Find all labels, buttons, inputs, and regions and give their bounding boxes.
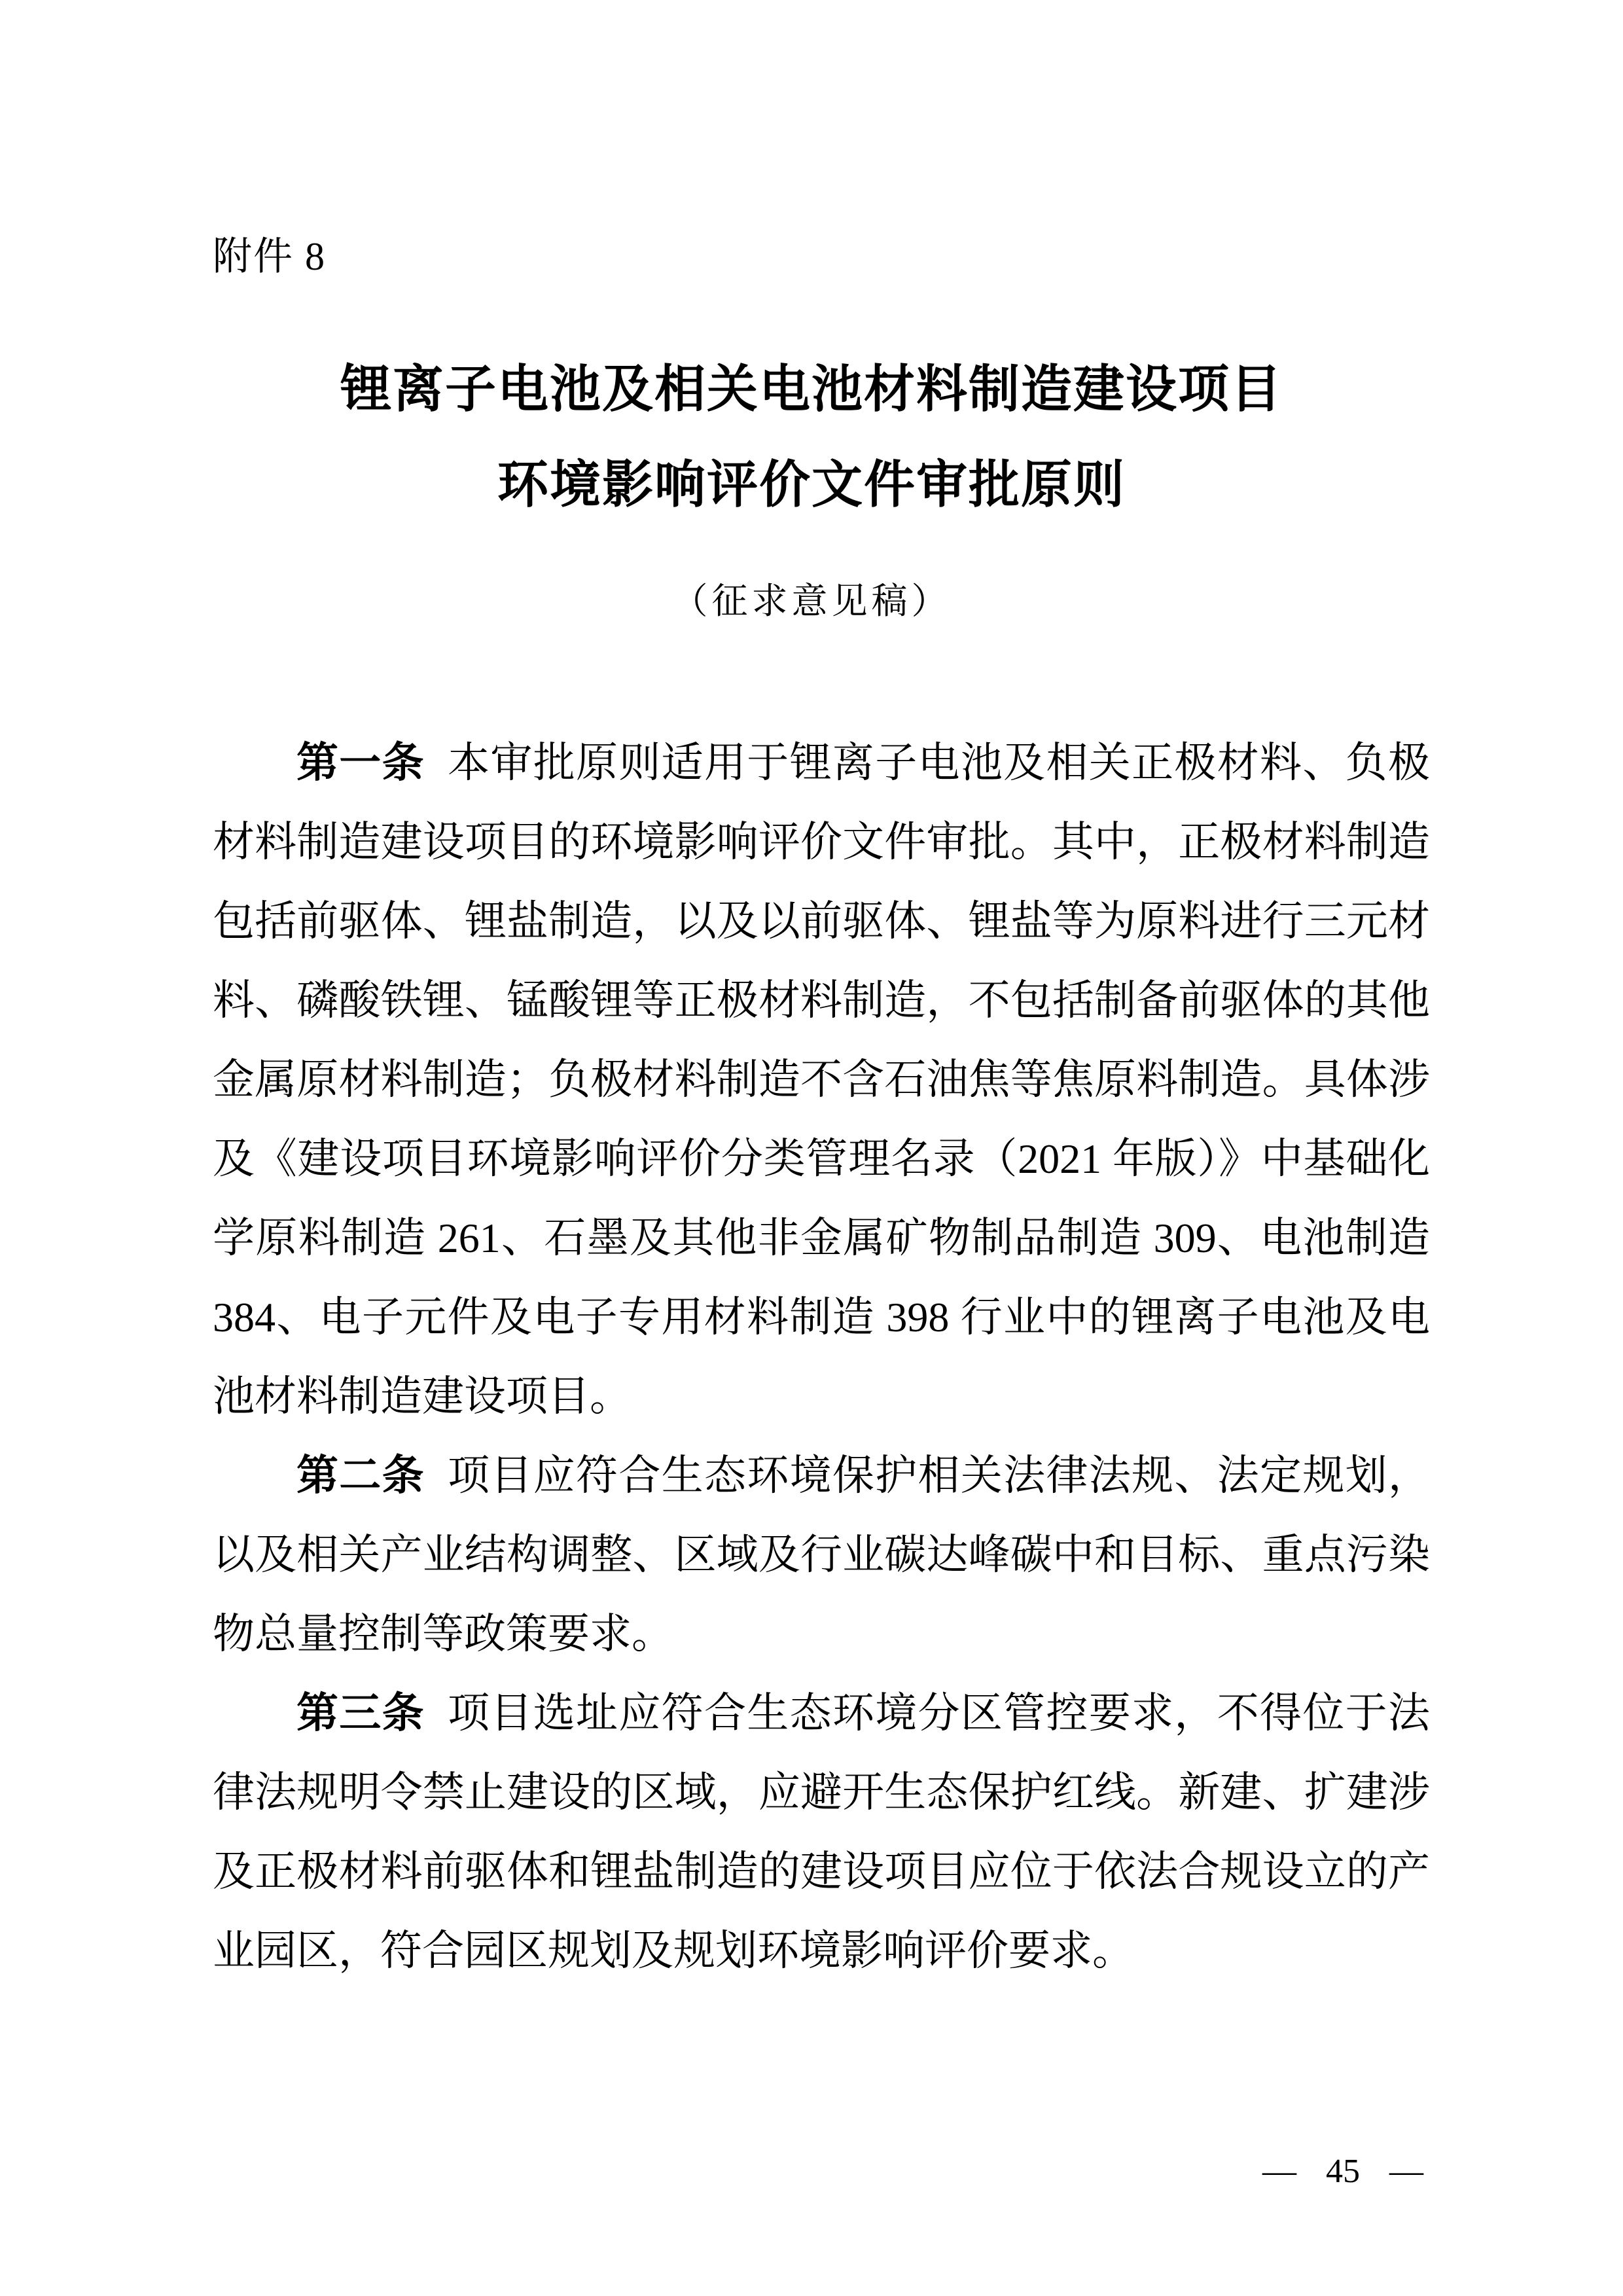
article-paragraph — [213, 723, 1430, 1436]
article-text: 项目选址应符合生态环境分区管控要求，不得位于法律法规明令禁止建设的区域，应避开生态保护红线。新建、扩建涉及正极材料前驱体和锂盐制造的建设项目应位于依法合规设立的产业园区，符合园区规划及规划环境影响评价要求。 — [213, 1690, 1430, 1974]
article-text: 本审批原则适用于锂离子电池及相关正极材料、负极材料制造建设项目的环境影响评价文件审批。其中，正极材料制造包括前驱体、锂盐制造，以及以前驱体、锂盐等为原料进行三元材料、磷酸铁锂、锰酸锂等正极材料制造，不包括制备前驱体的其他金属原材料制造；负极材料制造不含石油焦等焦原料制造。具体涉及《建设项目环境影响评价分类管理名录（2021 年版）》中基础化学原料制造 261、石墨及其他非金属矿物制品制造 309、电池制造 384、电子元件及电子专用材料制造 398 行业中的锂离子电池及电池材料制造建设项目。 — [213, 740, 1430, 1420]
article-number-label: 第一条 — [296, 739, 425, 786]
article-paragraph — [213, 1436, 1430, 1674]
article-number-label: 第三条 — [296, 1689, 425, 1736]
article-text: 项目应符合生态环境保护相关法律法规、法定规划，以及相关产业结构调整、区域及行业碳达峰碳中和目标、重点污染物总量控制等政策要求。 — [213, 1452, 1430, 1657]
document-body — [213, 723, 1430, 1990]
page-footer — [1262, 2152, 1423, 2191]
page-number: 45 — [1326, 2153, 1360, 2190]
article-number-label: 第二条 — [296, 1452, 425, 1499]
document-title-line2: 环境影响评价文件审批原则 — [497, 456, 1126, 513]
footer-left-dash: — — [1262, 2153, 1296, 2190]
document-subtitle: （征求意见稿） — [671, 581, 952, 621]
document-title — [0, 342, 1623, 533]
attachment-label: 附件 8 — [213, 235, 326, 278]
article-paragraph — [213, 1674, 1430, 1990]
footer-right-dash: — — [1389, 2153, 1423, 2190]
document-title-line1: 锂离子电池及相关电池材料制造建设项目 — [340, 361, 1283, 418]
